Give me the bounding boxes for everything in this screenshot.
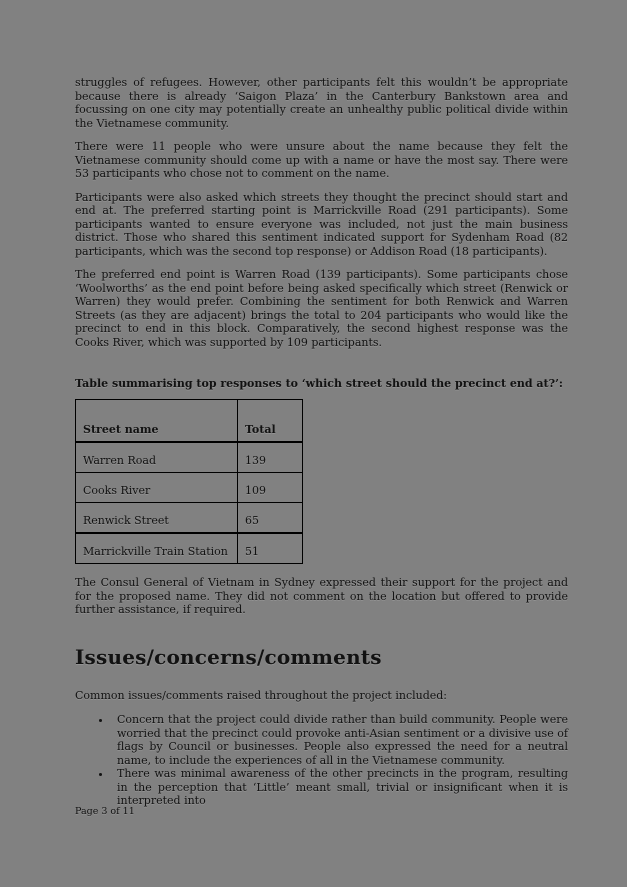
table-row (76, 473, 303, 503)
paragraph: There were 11 people who were unsure about the name because they felt the Vietnamese community should come up with a name or have the most say. There were 53 participants who chose not to comment on the name. (75, 140, 568, 180)
bullet-item: • There was minimal awareness of the other precincts in the program, resulting in the perception that ‘Little’ meant small, trivial or insignificant when it is interpreted into (112, 767, 568, 808)
table-row (76, 503, 303, 534)
table-cell-street: Marrickville Train Station (76, 533, 238, 564)
paragraph: The preferred end point is Warren Road (139 participants). Some participants chose ‘Woolworths’ as the end point before being asked specifically which street (Renwick or Warren) they would prefer. Combining the sentiment for both Renwick and Warren Streets (as they are adjacent) brings the total to 204 participants who would like the precinct to end in this block. Comparatively, the second highest response was the Cooks River, which was supported by 109 participants. (75, 268, 568, 349)
table-row (76, 533, 303, 564)
section-heading: Issues/concerns/comments (75, 644, 382, 669)
table-cell-street: Renwick Street (76, 503, 238, 534)
page-content (75, 76, 568, 808)
table-caption: Table summarising top responses to ‘which street should the precinct end at?’: (75, 377, 563, 390)
street-results-table (75, 399, 303, 564)
table-cell-total: 109 (238, 473, 303, 503)
table-cell-total: 65 (238, 503, 303, 534)
table-header-street-name: Street name (76, 400, 238, 443)
table-header-total: Total (238, 400, 303, 443)
paragraph: Participants were also asked which streets they thought the precinct should start and end at. The preferred starting point is Marrickville Road (291 participants). Some participants wanted to ensure everyone was included, not just the main business district. Those who shared this sentiment indicated support for Sydenham Road (82 participants, which was the second top response) or Addison Road (18 participants). (75, 190, 568, 258)
table-row (76, 442, 303, 473)
table-cell-street: Cooks River (76, 473, 238, 503)
bullet-list (75, 713, 568, 808)
bullet-item: • Concern that the project could divide rather than build community. People were worried that the precinct could provoke anti-Asian sentiment or a divisive use of flags by Council or businesses. People also expressed the need for a neutral name, to include the experiences of all in the Vietnamese community. (112, 713, 568, 767)
paragraph: struggles of refugees. However, other participants felt this wouldn’t be appropriate because there is already ‘Saigon Plaza’ in the Canterbury Bankstown area and focussing on one city may potentially create an unhealthy public political divide within the Vietnamese community. (75, 76, 568, 130)
paragraph: The Consul General of Vietnam in Sydney expressed their support for the project and for the proposed name. They did not comment on the location but offered to provide further assistance, if required. (75, 576, 568, 616)
page-footer: Page 3 of 11 (75, 806, 135, 817)
bullets-intro: Common issues/comments raised throughout the project included: (75, 688, 448, 702)
table-header-row (76, 400, 303, 443)
table-cell-total: 51 (238, 533, 303, 564)
table-cell-total: 139 (238, 442, 303, 473)
table-cell-street: Warren Road (76, 442, 238, 473)
